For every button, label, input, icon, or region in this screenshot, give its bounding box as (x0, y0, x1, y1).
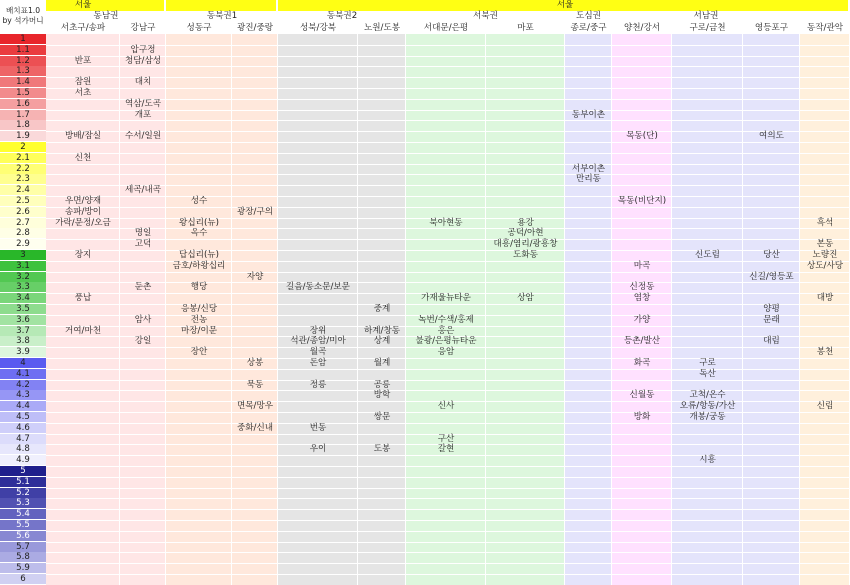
neighborhood-label: 봉천 (816, 347, 834, 358)
level-cell: 3.8 (0, 336, 46, 347)
neighborhood-label: 반포 (74, 55, 92, 66)
level-cell: 3.6 (0, 315, 46, 326)
neighborhood-label: 신도림 (695, 250, 720, 260)
neighborhood-label: 마장/이문 (180, 325, 218, 336)
level-cell: 3.5 (0, 304, 46, 315)
neighborhood-label: 목동(단) (626, 131, 658, 142)
neighborhood-label: 세곡/내곡 (124, 185, 162, 196)
neighborhood-label: 염창 (633, 293, 651, 304)
neighborhood-label: 도화동 (513, 250, 538, 260)
neighborhood-label: 송파/방이 (64, 206, 102, 217)
row-separator (0, 153, 850, 154)
district-column-6 (406, 34, 486, 585)
district-header: 성북/강북 (299, 23, 337, 33)
row-separator (0, 304, 850, 305)
author-text: by 석가머니 (2, 16, 44, 25)
neighborhood-label: 양평 (763, 304, 780, 314)
row-separator (0, 466, 850, 467)
neighborhood-label: 가락/문정/오금 (55, 217, 111, 228)
group-label: 동북권1 (206, 11, 238, 21)
city-header-band (46, 0, 164, 11)
row-separator (0, 218, 850, 219)
neighborhood-label: 하계/창동 (363, 325, 401, 336)
row-separator (0, 434, 850, 435)
row-separator (0, 282, 850, 283)
neighborhood-label: 우면/양재 (64, 196, 102, 206)
row-separator (0, 455, 850, 456)
neighborhood-label: 광장/구의 (236, 206, 274, 217)
neighborhood-label: 장안 (190, 347, 208, 358)
neighborhood-label: 홍은 (437, 325, 455, 336)
row-separator (0, 477, 850, 478)
district-header: 종로/중구 (570, 23, 607, 33)
neighborhood-label: 상도/사당 (806, 260, 844, 271)
neighborhood-label: 행당 (190, 282, 208, 293)
district-column-10 (672, 34, 743, 585)
district-header: 성동구 (186, 23, 212, 33)
row-separator (0, 498, 850, 499)
district-header: 노원/도봉 (363, 23, 401, 33)
level-cell: 4.7 (0, 434, 46, 445)
row-separator (0, 250, 850, 251)
row-separator (0, 196, 850, 197)
level-cell: 2.1 (0, 153, 46, 164)
level-cell: 1 (0, 34, 46, 45)
table-title (0, 0, 46, 34)
neighborhood-label: 상암 (517, 293, 534, 304)
level-cell: 6 (0, 574, 46, 585)
neighborhood-label: 돈암 (309, 358, 327, 368)
neighborhood-label: 왕십리(뉴) (179, 217, 219, 228)
neighborhood-label: 흑석 (816, 217, 834, 228)
level-cell: 1.5 (0, 88, 46, 99)
row-separator (0, 520, 850, 521)
neighborhood-label: 개봉/궁동 (689, 412, 726, 422)
neighborhood-label: 둔촌 (134, 282, 152, 293)
neighborhood-label: 방배/잠실 (64, 131, 102, 142)
title-text: 배치표1.0 (5, 6, 41, 15)
neighborhood-label: 중계 (373, 304, 391, 314)
city-label: 서울 (556, 0, 574, 10)
district-header: 구로/금천 (689, 23, 726, 33)
level-cell: 2.6 (0, 207, 46, 218)
neighborhood-label: 북아현동 (429, 217, 463, 228)
level-cell: 4.4 (0, 401, 46, 412)
neighborhood-label: 성수 (190, 196, 208, 206)
district-column-3 (232, 34, 278, 585)
neighborhood-label: 구산 (437, 433, 455, 444)
neighborhood-label: 등촌/발산 (623, 336, 661, 347)
level-cell: 4.8 (0, 444, 46, 455)
row-separator (0, 77, 850, 78)
row-separator (0, 542, 850, 543)
neighborhood-label: 거여/마천 (64, 325, 102, 336)
level-cell: 4.5 (0, 412, 46, 423)
neighborhood-label: 오류/항동/가산 (679, 401, 736, 412)
group-label: 서북권 (473, 11, 498, 21)
neighborhood-label: 마곡 (633, 260, 651, 271)
level-cell: 1.7 (0, 110, 46, 121)
row-separator (0, 228, 850, 229)
row-separator (0, 488, 850, 489)
district-header: 동작/관악 (806, 23, 844, 33)
neighborhood-label: 우이 (309, 444, 327, 455)
neighborhood-label: 명일 (134, 228, 152, 239)
level-cell: 4.6 (0, 423, 46, 434)
neighborhood-label: 번동 (309, 422, 327, 433)
level-cell: 2.3 (0, 174, 46, 185)
level-cell: 4.9 (0, 455, 46, 466)
neighborhood-label: 독산 (699, 368, 716, 379)
level-cell: 2.4 (0, 185, 46, 196)
neighborhood-label: 묵동 (246, 379, 264, 390)
row-separator (0, 239, 850, 240)
neighborhood-label: 풍납 (74, 293, 92, 304)
neighborhood-label: 쌍문 (373, 412, 391, 422)
neighborhood-label: 정릉 (309, 379, 327, 390)
neighborhood-label: 강일 (134, 336, 152, 347)
neighborhood-label: 노량진 (812, 250, 838, 260)
row-separator (0, 261, 850, 262)
row-separator (0, 423, 850, 424)
neighborhood-label: 잠원 (74, 77, 92, 88)
neighborhood-label: 서부이촌 (571, 163, 606, 174)
group-label: 도심권 (576, 11, 601, 21)
neighborhood-label: 압구정 (130, 44, 156, 55)
neighborhood-label: 동부이촌 (571, 109, 606, 120)
level-cell: 2.9 (0, 239, 46, 250)
level-cell: 4.1 (0, 369, 46, 380)
neighborhood-label: 역삼/도곡 (124, 98, 162, 109)
neighborhood-label: 전농 (190, 314, 208, 325)
district-header: 마포 (517, 23, 534, 33)
neighborhood-label: 신월동 (629, 390, 655, 401)
level-cell: 2.7 (0, 218, 46, 229)
level-cell: 1.8 (0, 120, 46, 131)
neighborhood-label: 공덕/아현 (507, 228, 544, 239)
group-label: 서남권 (693, 11, 719, 21)
level-cell: 3.7 (0, 326, 46, 337)
neighborhood-label: 가재울뉴타운 (421, 293, 471, 304)
neighborhood-label: 화곡 (633, 358, 651, 368)
row-separator (0, 444, 850, 445)
neighborhood-label: 월곡 (309, 347, 327, 358)
neighborhood-label: 암사 (134, 314, 152, 325)
neighborhood-label: 시흥 (699, 455, 716, 466)
neighborhood-label: 면목/망우 (236, 401, 274, 412)
row-separator (0, 563, 850, 564)
neighborhood-label: 대방 (816, 293, 834, 304)
neighborhood-label: 상계 (373, 336, 391, 347)
level-cell: 5.3 (0, 498, 46, 509)
level-cell: 5.1 (0, 477, 46, 488)
level-cell: 4.3 (0, 390, 46, 401)
district-column-12 (800, 34, 850, 585)
level-cell: 2.5 (0, 196, 46, 207)
row-separator (0, 207, 850, 208)
neighborhood-label: 장위 (309, 325, 327, 336)
neighborhood-label: 길음/동소문/보문 (286, 282, 350, 293)
neighborhood-label: 장지 (74, 250, 92, 260)
neighborhood-label: 녹번/수색/홍제 (418, 314, 474, 325)
row-separator (0, 574, 850, 575)
group-header-band (800, 11, 849, 22)
neighborhood-label: 당산 (763, 250, 780, 260)
group-label: 동북권2 (326, 11, 358, 21)
row-separator (0, 509, 850, 510)
neighborhood-label: 갈현 (437, 444, 455, 455)
row-separator (0, 88, 850, 89)
level-cell: 5.7 (0, 542, 46, 553)
neighborhood-label: 공릉 (373, 379, 391, 390)
row-separator (0, 164, 850, 165)
level-cell: 3.2 (0, 272, 46, 283)
neighborhood-label: 응암 (437, 347, 455, 358)
neighborhood-label: 여의도 (759, 131, 784, 142)
level-cell: 2.8 (0, 228, 46, 239)
row-separator (0, 380, 850, 381)
neighborhood-label: 목동(비단지) (617, 196, 667, 206)
neighborhood-label: 상봉 (246, 358, 264, 368)
district-column-4 (278, 34, 358, 585)
neighborhood-label: 석관/종암/미아 (290, 336, 346, 347)
row-separator (0, 174, 850, 175)
district-header: 영등포구 (754, 23, 789, 33)
level-cell: 1.9 (0, 131, 46, 142)
district-column-9 (612, 34, 672, 585)
neighborhood-label: 가양 (633, 314, 651, 325)
neighborhood-label: 방학 (373, 390, 391, 401)
level-cell: 5.5 (0, 520, 46, 531)
level-cell: 5.8 (0, 552, 46, 563)
level-cell: 3.9 (0, 347, 46, 358)
neighborhood-label: 신사 (437, 401, 455, 412)
district-header: 서대문/은평 (423, 23, 469, 33)
neighborhood-label: 수서/일원 (124, 131, 162, 142)
neighborhood-label: 문래 (763, 314, 780, 325)
level-cell: 3 (0, 250, 46, 261)
district-header: 서초구/송파 (60, 23, 106, 33)
level-cell: 1.4 (0, 77, 46, 88)
district-header: 양천/강서 (623, 23, 661, 33)
group-label: 동남권 (93, 11, 119, 21)
district-column-7 (486, 34, 565, 585)
level-cell: 5 (0, 466, 46, 477)
neighborhood-label: 금호/하왕십리 (172, 260, 226, 271)
level-cell: 1.6 (0, 99, 46, 110)
level-cell: 2 (0, 142, 46, 153)
neighborhood-label: 신림 (816, 401, 834, 412)
neighborhood-label: 대흥/염리/광흥창 (493, 239, 558, 250)
row-separator (0, 531, 850, 532)
city-label: 서울 (74, 0, 92, 10)
neighborhood-label: 고덕 (134, 239, 152, 250)
neighborhood-label: 용강 (517, 217, 534, 228)
neighborhood-label: 서초 (74, 88, 92, 98)
neighborhood-label: 만리동 (576, 174, 601, 185)
neighborhood-label: 신길/영등포 (749, 271, 794, 282)
row-separator (0, 369, 850, 370)
neighborhood-label: 방화 (633, 412, 651, 422)
level-cell: 4.2 (0, 380, 46, 391)
neighborhood-label: 신정동 (629, 282, 655, 293)
level-cell: 4 (0, 358, 46, 369)
row-separator (0, 358, 850, 359)
neighborhood-label: 신천 (74, 152, 92, 163)
neighborhood-label: 대림 (763, 336, 780, 347)
neighborhood-label: 중화/신내 (236, 422, 274, 433)
district-header: 광진/중랑 (236, 23, 274, 33)
district-column-0 (46, 34, 120, 585)
level-cell: 5.4 (0, 509, 46, 520)
neighborhood-label: 청담/삼성 (124, 55, 162, 66)
city-header-band (166, 0, 276, 11)
neighborhood-label: 대치 (134, 77, 152, 88)
level-cell: 5.2 (0, 488, 46, 499)
neighborhood-label: 개포 (134, 109, 152, 120)
neighborhood-label: 도봉 (373, 444, 391, 455)
row-separator (0, 552, 850, 553)
neighborhood-label: 구로 (699, 358, 716, 368)
neighborhood-label: 자양 (246, 271, 264, 282)
neighborhood-label: 불광/은평뉴타운 (415, 336, 477, 347)
level-cell: 1.3 (0, 66, 46, 77)
neighborhood-label: 본동 (816, 239, 834, 250)
neighborhood-label: 응봉/신당 (180, 304, 218, 314)
row-separator (0, 272, 850, 273)
level-cell: 3.3 (0, 282, 46, 293)
row-separator (0, 326, 850, 327)
row-separator (0, 142, 850, 143)
level-cell: 3.1 (0, 261, 46, 272)
row-separator (0, 120, 850, 121)
row-separator (0, 45, 850, 46)
district-header: 강남구 (130, 23, 156, 33)
level-cell: 1.1 (0, 45, 46, 56)
level-cell: 3.4 (0, 293, 46, 304)
level-cell: 5.9 (0, 563, 46, 574)
level-cell: 1.2 (0, 56, 46, 67)
neighborhood-label: 고척/온수 (689, 390, 726, 401)
neighborhood-label: 월계 (373, 358, 391, 368)
level-cell: 5.6 (0, 531, 46, 542)
neighborhood-label: 답십리(뉴) (179, 250, 219, 260)
neighborhood-label: 옥수 (190, 228, 208, 239)
row-separator (0, 110, 850, 111)
level-cell: 2.2 (0, 164, 46, 175)
